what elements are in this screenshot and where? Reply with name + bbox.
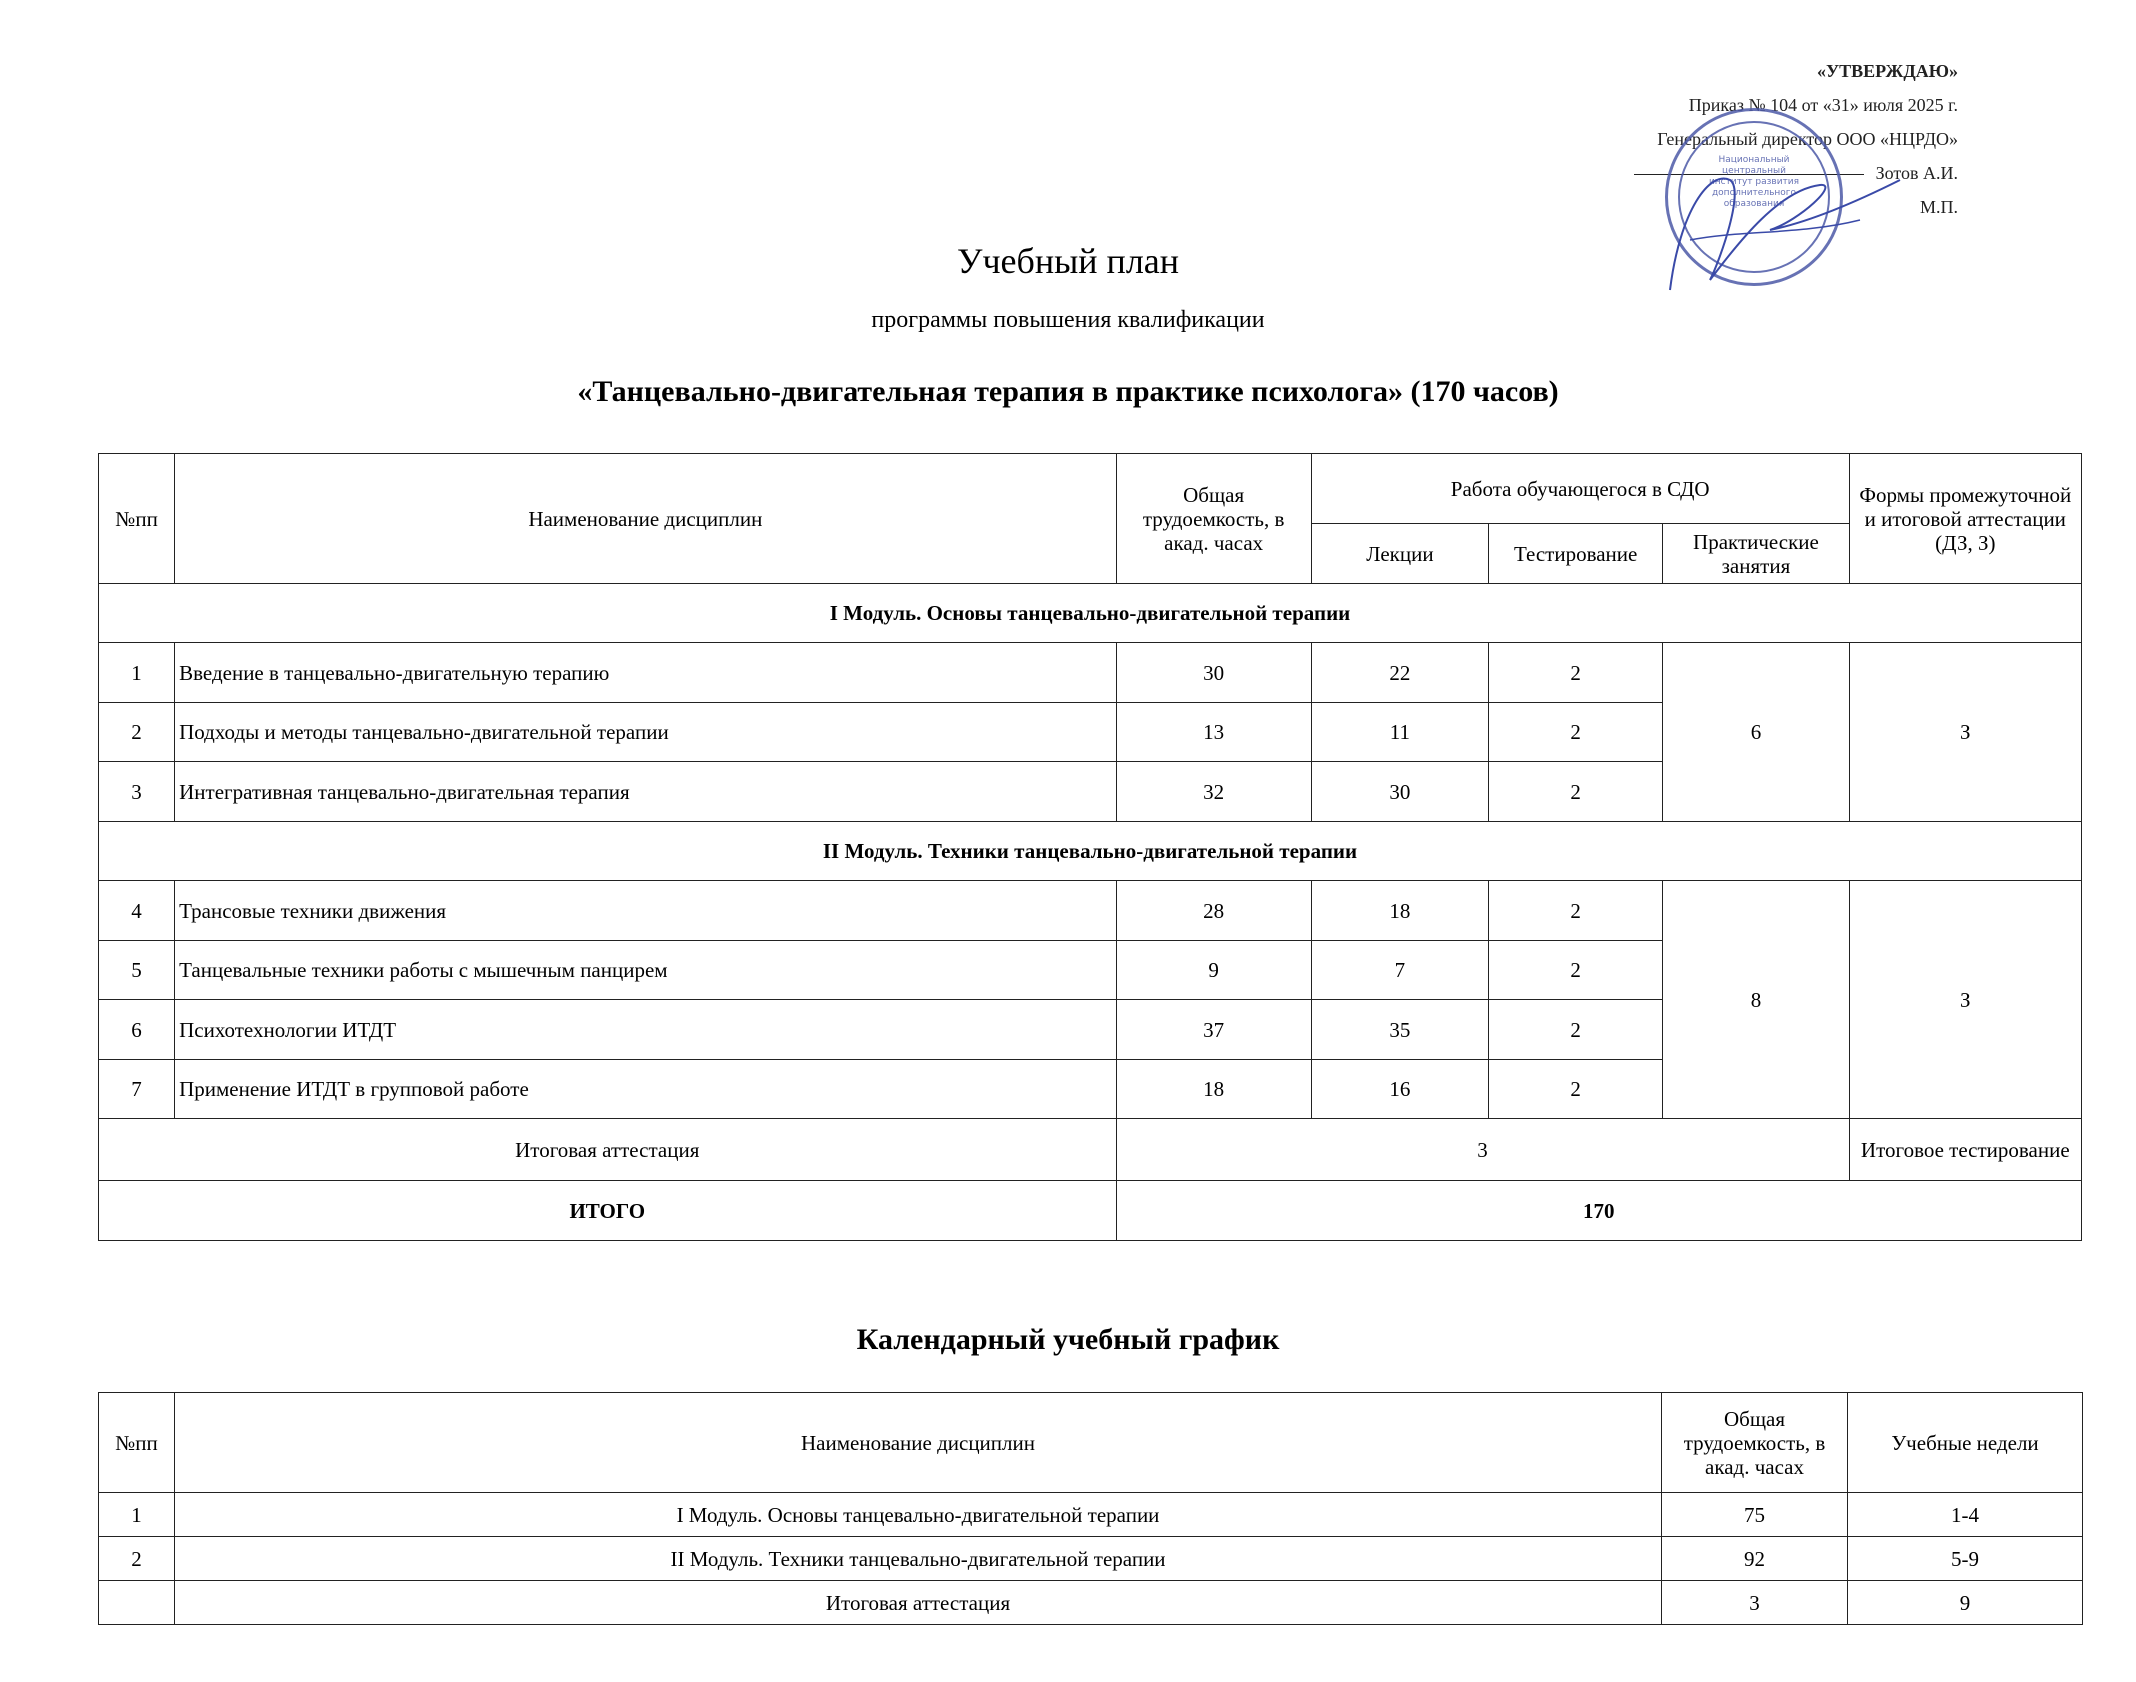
row-testing: 2 <box>1489 643 1663 703</box>
row-total: 13 <box>1116 703 1311 762</box>
row-testing: 2 <box>1489 703 1663 762</box>
module-row <box>99 584 2082 643</box>
row-total: 30 <box>1116 643 1311 703</box>
row-lectures: 30 <box>1311 762 1488 822</box>
calendar-title: Календарный учебный график <box>856 1323 1280 1356</box>
table-header-row <box>99 454 2082 524</box>
row-total: 92 <box>1662 1537 1848 1581</box>
row-total: 3 <box>1662 1581 1848 1625</box>
final-attestation-row <box>99 1119 2082 1181</box>
final-form: Итоговое тестирование <box>1849 1119 2081 1181</box>
page-title: Учебный план <box>956 241 1180 281</box>
row-lectures: 11 <box>1311 703 1488 762</box>
header-total: Общая трудоемкость, в акад. часах <box>1116 454 1311 584</box>
program-title: «Танцевально-двигательная терапия в практике психолога» (170 часов) <box>577 375 1559 408</box>
header-lectures: Лекции <box>1311 524 1488 584</box>
header-name: Наименование дисциплин <box>175 1393 1662 1493</box>
row-name: Итоговая аттестация <box>175 1581 1662 1625</box>
row-testing: 2 <box>1489 941 1663 1000</box>
row-lectures: 7 <box>1311 941 1488 1000</box>
row-testing: 2 <box>1489 762 1663 822</box>
row-num: 3 <box>99 762 175 822</box>
page-subtitle: программы повышения квалификации <box>871 307 1265 333</box>
final-hours: 3 <box>1116 1119 1849 1181</box>
row-total: 18 <box>1116 1060 1311 1119</box>
header-forms: Формы промежуточной и итоговой аттестации (ДЗ, З) <box>1849 454 2081 584</box>
row-name: II Модуль. Техники танцевально-двигательной терапии <box>175 1537 1662 1581</box>
table-header-row <box>99 1393 2083 1493</box>
row-num: 7 <box>99 1060 175 1119</box>
row-total: 32 <box>1116 762 1311 822</box>
approval-name: Зотов А.И. <box>1875 163 1958 183</box>
total-label: ИТОГО <box>99 1181 1117 1241</box>
row-lectures: 18 <box>1311 881 1488 941</box>
row-testing: 2 <box>1489 881 1663 941</box>
row-num: 5 <box>99 941 175 1000</box>
module-form: З <box>1849 643 2081 822</box>
total-row <box>99 1181 2082 1241</box>
row-num: 4 <box>99 881 175 941</box>
final-label: Итоговая аттестация <box>99 1119 1117 1181</box>
module-practice: 6 <box>1663 643 1849 822</box>
row-name: Введение в танцевально-двигательную терапию <box>175 643 1116 703</box>
approval-heading: «УТВЕРЖДАЮ» <box>1816 61 1958 81</box>
row-total: 37 <box>1116 1000 1311 1060</box>
row-lectures: 22 <box>1311 643 1488 703</box>
row-num: 1 <box>99 643 175 703</box>
row-lectures: 16 <box>1311 1060 1488 1119</box>
row-num: 2 <box>99 703 175 762</box>
row-weeks: 5-9 <box>1848 1537 2083 1581</box>
row-total: 28 <box>1116 881 1311 941</box>
row-num: 6 <box>99 1000 175 1060</box>
row-total: 9 <box>1116 941 1311 1000</box>
total-hours: 170 <box>1116 1181 2081 1241</box>
row-name: I Модуль. Основы танцевально-двигательной терапии <box>175 1493 1662 1537</box>
calendar-table <box>98 1392 2083 1625</box>
header-total: Общая трудоемкость, в акад. часах <box>1662 1393 1848 1493</box>
row-name: Танцевальные техники работы с мышечным панцирем <box>175 941 1116 1000</box>
row-lectures: 35 <box>1311 1000 1488 1060</box>
row-name: Применение ИТДТ в групповой работе <box>175 1060 1116 1119</box>
row-testing: 2 <box>1489 1060 1663 1119</box>
module-practice: 8 <box>1663 881 1849 1119</box>
row-weeks: 1-4 <box>1848 1493 2083 1537</box>
approval-seal-place: М.П. <box>1919 197 1958 217</box>
row-num <box>99 1581 175 1625</box>
module-row <box>99 822 2082 881</box>
module-form: З <box>1849 881 2081 1119</box>
module-title: II Модуль. Техники танцевально-двигательной терапии <box>99 822 2082 881</box>
approval-order: Приказ № 104 от «31» июля 2025 г. <box>1688 95 1958 115</box>
header-num: №пп <box>99 1393 175 1493</box>
header-testing: Тестирование <box>1489 524 1663 584</box>
header-work: Работа обучающегося в СДО <box>1311 454 1849 524</box>
row-name: Трансовые техники движения <box>175 881 1116 941</box>
row-name: Психотехнологии ИТДТ <box>175 1000 1116 1060</box>
header-weeks: Учебные недели <box>1848 1393 2083 1493</box>
table-row <box>99 643 2082 703</box>
row-name: Подходы и методы танцевально-двигательной терапии <box>175 703 1116 762</box>
header-name: Наименование дисциплин <box>175 454 1116 584</box>
header-practice: Практические занятия <box>1663 524 1849 584</box>
row-weeks: 9 <box>1848 1581 2083 1625</box>
row-name: Интегративная танцевально-двигательная терапия <box>175 762 1116 822</box>
table-row <box>99 881 2082 941</box>
stamp-text: Национальный центральный институт развития дополнительного образования <box>1708 155 1800 209</box>
row-num: 1 <box>99 1493 175 1537</box>
table-row <box>99 1493 2083 1537</box>
row-total: 75 <box>1662 1493 1848 1537</box>
row-num: 2 <box>99 1537 175 1581</box>
table-row <box>99 1581 2083 1625</box>
approval-position: Генеральный директор ООО «НЦРДО» <box>1657 129 1958 149</box>
curriculum-table <box>98 453 2082 1241</box>
table-row <box>99 1537 2083 1581</box>
module-title: I Модуль. Основы танцевально-двигательной терапии <box>99 584 2082 643</box>
header-num: №пп <box>99 454 175 584</box>
row-testing: 2 <box>1489 1000 1663 1060</box>
